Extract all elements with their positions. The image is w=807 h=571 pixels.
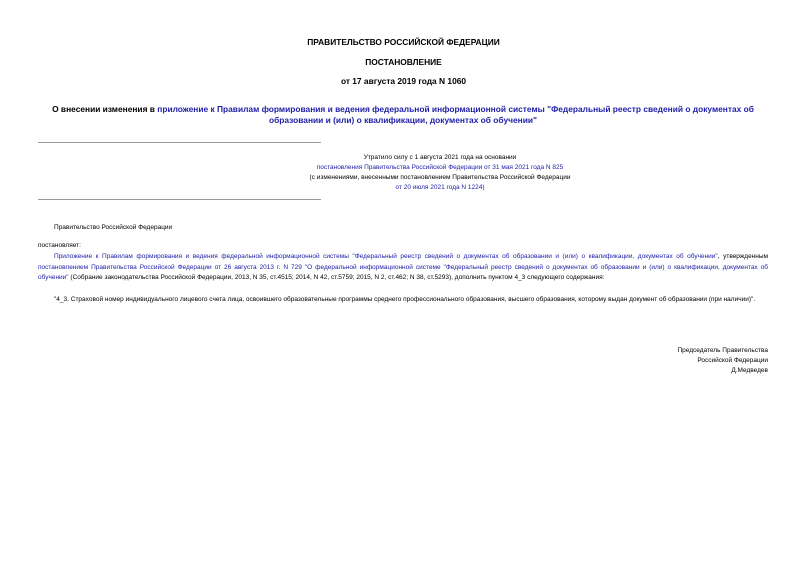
status-note-line1: Утратило силу с 1 августа 2021 года на основании xyxy=(363,154,517,161)
paragraph-2: "4_3. Страховой номер индивидуального лицевого счета лица, освоившего образовательные программы среднего профессионального образования, высшего образования, которому выдан документ об образовании (при наличии)". xyxy=(54,296,756,303)
decree-word: постановляет: xyxy=(38,242,81,249)
government-heading: ПРАВИТЕЛЬСТВО РОССИЙСКОЙ ФЕДЕРАЦИИ xyxy=(307,37,500,47)
appendix-link[interactable]: Приложение к Правилам формирования и ведения федеральной информационной системы "Федеральный реестр сведений о документах об образовании и (или) о квалификации, документах об обучении" xyxy=(54,253,718,260)
document-title xyxy=(38,104,768,126)
signature-position-1: Председатель Правительства xyxy=(677,347,768,354)
signature-name: Д.Медведев xyxy=(731,367,768,374)
title-prefix: О внесении изменения в xyxy=(52,104,158,114)
divider-top xyxy=(38,142,321,143)
signature-position-2: Российской Федерации xyxy=(697,357,768,364)
status-note-link2[interactable] xyxy=(140,183,740,193)
status-note-line3: (с изменениями, внесенными постановлением Правительства Российской Федерации xyxy=(309,174,571,181)
status-note-link1[interactable] xyxy=(140,163,740,173)
paragraph-1-text-a: , утвержденным xyxy=(717,253,769,260)
intro-text: Правительство Российской Федерации xyxy=(54,224,173,231)
title-link[interactable]: приложение к Правилам формирования и ведения федеральной информационной системы "Федеральный реестр сведений о документах об образовании и (или) о квалификации, документах об обучении" xyxy=(157,104,754,125)
paragraph-1-text-b: (Собрание законодательства Российской Федерации, 2013, N 35, ст.4515; 2014, N 42, ст.5759; 2015, N 2, ст.462; N 38, ст.5293), дополнить пунктом 4_3 следующего содержания: xyxy=(68,274,605,281)
repealing-decree-link[interactable]: постановления Правительства Российской Федерации от 31 мая 2021 года N 825 xyxy=(316,164,564,171)
decree-729-link[interactable]: постановлением Правительства Российской Федерации от 26 августа 2013 г. N 729 "О федеральной информационной системе "Федеральный реестр сведений о документах об образовании и (или) о квалификации, документах об обучении" xyxy=(38,263,768,281)
divider-bottom xyxy=(38,199,321,200)
document-date-number: от 17 августа 2019 года N 1060 xyxy=(340,76,467,86)
paragraph-1 xyxy=(38,252,768,284)
amending-decree-link[interactable]: от 20 июля 2021 года N 1224) xyxy=(395,184,485,191)
document-type: ПОСТАНОВЛЕНИЕ xyxy=(365,57,442,67)
